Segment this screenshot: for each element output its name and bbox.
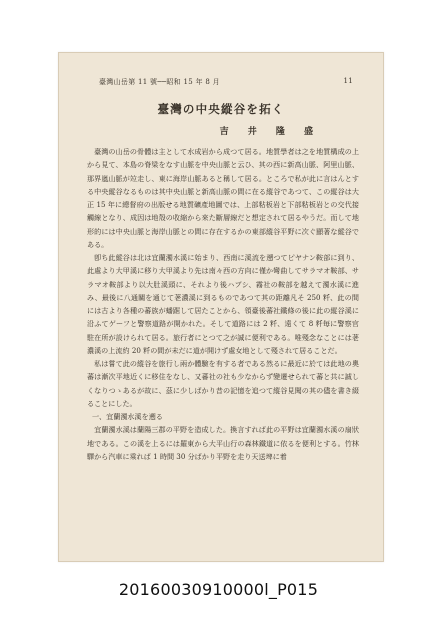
running-header — [99, 77, 353, 89]
journal-citation: 臺灣山岳第 11 號──昭和 15 年 8 月 — [99, 78, 220, 86]
paragraph: 私は嘗て此の縱谷を旅行し兩か體驗を有する者である然るに最近に於ては此地の奧蕃は漸次平地近くに移住をなし、又蕃社の社も少なからず變遷せられて蕃と共に誠しくなりつゝあるが故に、茲に少しばかり昔の記憶を追つて縱谷見聞の其の儘を書き綴ることにした。 — [87, 359, 359, 408]
paragraph: 卽ち此縱谷は北は宜蘭濁水溪に始まり、西南に溪流を遡つてピヤナン鞍部に到り、此處より大甲溪に移り大甲溪より先は南々西の方向に僅か彎曲してサラマオ鞍部、サラマオ鞍部より以大肚溪頭に、それより後ハブシ、霧社の鞍部を越えて濁水溪に進み、最後に八通關を通じて荖濃溪に到るものであつて其の距離凡そ 250 粁、此の間には古より各種の蕃族が蟠踞して居たことから、領臺後蕃社鐵條の後に此の縱谷溪に沿ふてゲーフと警察道路が開かれた。そして道路には 2 粁、遠くて 8 粁毎に警察官駐在所が設けられて居る。旅行者にとつて之が誠に便利である。唯殘念なことには荖濃溪の上流約 20 粁の間が未だに道が開けず處女地として殘されて居ることだ。 — [87, 253, 359, 355]
catalog-id-caption: 20160030910000l_P015 — [118, 580, 319, 599]
article-body — [87, 145, 359, 463]
section-heading: 一、宜蘭濁水溪を遡る — [91, 412, 163, 421]
article-author: 吉 井 隆 盛 — [219, 127, 321, 137]
paragraph: 臺灣の山岳の骨體は主として水成岩から成つて居る。地質學者は之を地質構成の上から見て、本島の脊梁をなす山脈を中央山脈と云ひ、其の西に新高山脈、阿里山脈、那界嵐山脈が竝走し、東に海岸山脈あると稱して居る。ところで私が此に言はんとする中央縱谷なるものは其中央山脈と新高山脈の間に在る縱谷であつて、この縱谷は大正 15 年に總督府の出版せる地質礦產地圖では、上部粘板岩と下部粘板岩との交代接觸線となり、成因は地殼の收縮から來た斷層線だと想定されて居るやうだ。而して地形的には中央山脈と海岸山脈との間に存在するかの東部縱谷平野に次ぐ顯著な縱谷である。 — [87, 147, 359, 249]
page-number: 11 — [343, 77, 353, 85]
paragraph: 宜蘭濁水溪は蘭陽三郡の平野を造成した。換言すれば此の平野は宜蘭濁水溪の扇狀地である。この溪を上るには羅東から大平山行の森林鐵道に依るを便利とする。竹林驛から汽車に乘れば 1 時間 30 分ばかり平野を走り天送埤に着 — [87, 425, 359, 461]
article-title: 臺灣の中央縱谷を拓く — [157, 102, 285, 116]
document-page — [58, 52, 384, 562]
